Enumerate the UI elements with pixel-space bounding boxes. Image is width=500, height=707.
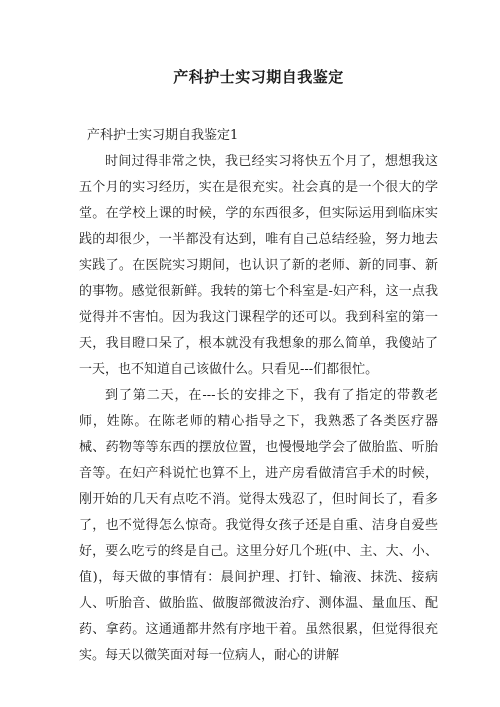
document-title: 产科护士实习期自我鉴定 bbox=[173, 68, 344, 86]
paragraph-2: 到了第二天，在---长的安排之下，我有了指定的带教老师，姓陈。在陈老师的精心指导之下，我熟悉了各类医疗器械、药物等等东西的摆放位置，也慢慢地学会了做胎监、听胎音等。在妇产科说忙也算不上，进产房看做清宫手术的时候，刚开始的几天有点吃不消。觉得太残忍了，但时间长了，看多了，也不觉得怎么惊奇。我觉得女孩子还是自重、洁身自爱些好，要么吃亏的终是自己。这里分好几个班(中、主、大、小、值)，每天做的事情有：晨间护理、打针、输液、抹洗、接病人、听胎音、做胎监、做腹部微波治疗、测体温、量血压、配药、拿药。这通通都井然有序地干着。虽然很累，但觉得很充实。每天以微笑面对每一位病人，耐心的讲解 bbox=[79, 388, 438, 663]
paragraph-1: 时间过得非常之快，我已经实习将快五个月了，想想我这五个月的实习经历，实在是很充实。社会真的是一个很大的学堂。在学校上课的时候，学的东西很多，但实际运用到临床实践的却很少，一半都没有达到，唯有自己总结经验，努力地去实践了。在医院实习期间，也认识了新的老师、新的同事、新的事物。感觉很新鲜。我转的第七个科室是-妇产科，这一点我觉得并不害怕。因为我这门课程学的还可以。我到科室的第一天，我目瞪口呆了，根本就没有我想象的那么简单，我傻站了一天，也不知道自己该做什么。只看见---们都很忙。 bbox=[79, 154, 438, 377]
section-heading: 产科护士实习期自我鉴定1 bbox=[87, 128, 239, 143]
